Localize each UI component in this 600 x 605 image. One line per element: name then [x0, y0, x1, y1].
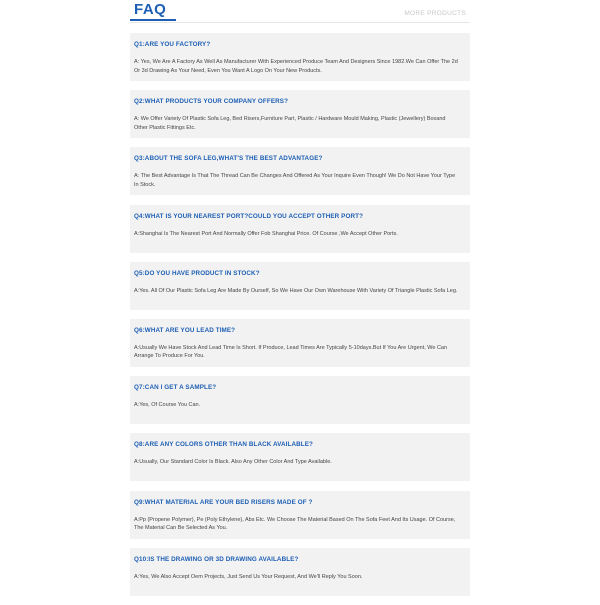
faq-item-10	[130, 548, 470, 596]
faq-answer: A:Yes. All Of Our Plastic Sofa Leg Are Made By Ourself, So We Have Our Own Warehouse With Variety Of Triangle Plastic Sofa Leg.	[134, 287, 458, 294]
page-title: FAQ	[134, 1, 167, 18]
faq-answer: A: The Best Advantage Is That The Thread Can Be Changes And Offered As Your Inquire Even Though! We Do Not Have Your Type In Stock.	[134, 173, 456, 188]
faq-list	[130, 33, 470, 605]
faq-item-1	[130, 33, 470, 81]
faq-answer: A:Pp (Propene Polymer), Pe (Poly Ethylene), Abs Etc. We Choose The Material Based On The Sofa Feet And Its Usage. Of Course, The Material Can Be Selected As You.	[134, 516, 456, 531]
faq-answer: A:Yes, Of Course You Can.	[134, 402, 201, 409]
faq-question: Q6:WHAT ARE YOU LEAD TIME?	[134, 326, 236, 334]
faq-item-6	[130, 319, 470, 367]
faq-item-9	[130, 491, 470, 539]
more-products-link[interactable]: MORE PRODUCTS	[404, 10, 466, 17]
title-underline	[130, 19, 176, 21]
faq-item-5	[130, 262, 470, 310]
faq-question: Q5:DO YOU HAVE PRODUCT IN STOCK?	[134, 269, 260, 277]
faq-question: Q3:ABOUT THE SOFA LEG,WHAT'S THE BEST ADVANTAGE?	[134, 155, 323, 163]
faq-answer: A:Usually, Our Standard Color Is Black. Also Any Other Color And Type Available.	[134, 459, 332, 466]
faq-question: Q10:IS THE DRAWING OR 3D DRAWING AVAILABLE?	[134, 555, 299, 563]
faq-item-3	[130, 147, 470, 195]
faq-question: Q1:ARE YOU FACTORY?	[134, 41, 211, 48]
faq-item-7	[130, 376, 470, 424]
faq-item-8	[130, 433, 470, 481]
faq-answer: A: Yes, We Are A Factory As Well As Manufacturer With Experienced Produce Team And Designers Since 1982.We Can Offer The 2d Or 3d Drawing As Your Need, Even You Want A Logo On Your New Products.	[134, 59, 458, 74]
faq-question: Q4:WHAT IS YOUR NEAREST PORT?COULD YOU ACCEPT OTHER PORT?	[134, 212, 364, 220]
faq-item-2	[130, 90, 470, 138]
faq-item-4	[130, 205, 470, 253]
faq-answer: A:Yes, We Also Accept Oem Projects, Just Send Us Your Request, And We'll Reply You Soon.	[134, 573, 363, 580]
faq-question: Q8:ARE ANY COLORS OTHER THAN BLACK AVAILABLE?	[134, 441, 313, 449]
faq-answer: A:Shanghai Is The Nearest Port And Normally Offer Fob Shanghai Price. Of Course ,We Accept Other Ports.	[134, 230, 398, 237]
faq-question: Q9:WHAT MATERIAL ARE YOUR BED RISERS MADE OF ?	[134, 498, 313, 506]
faq-answer: A:Usually We Have Stock And Lead Time Is Short. If Produce, Lead Times Are Typically 5-10days.But If You Are Urgent, We Can Arrange To Produce For You.	[134, 344, 448, 360]
faq-question: Q2:WHAT PRODUCTS YOUR COMPANY OFFERS?	[134, 98, 289, 106]
faq-question: Q7:CAN I GET A SAMPLE?	[134, 384, 217, 392]
faq-header	[130, 0, 470, 23]
faq-answer: A: We Offer Variety Of Plastic Sofa Leg, Bed Risers,Furniture Part, Plastic / Hardware Mould Making, Plastic (Jewellery) Boxand Other Plastic Fittings Etc.	[134, 116, 446, 131]
